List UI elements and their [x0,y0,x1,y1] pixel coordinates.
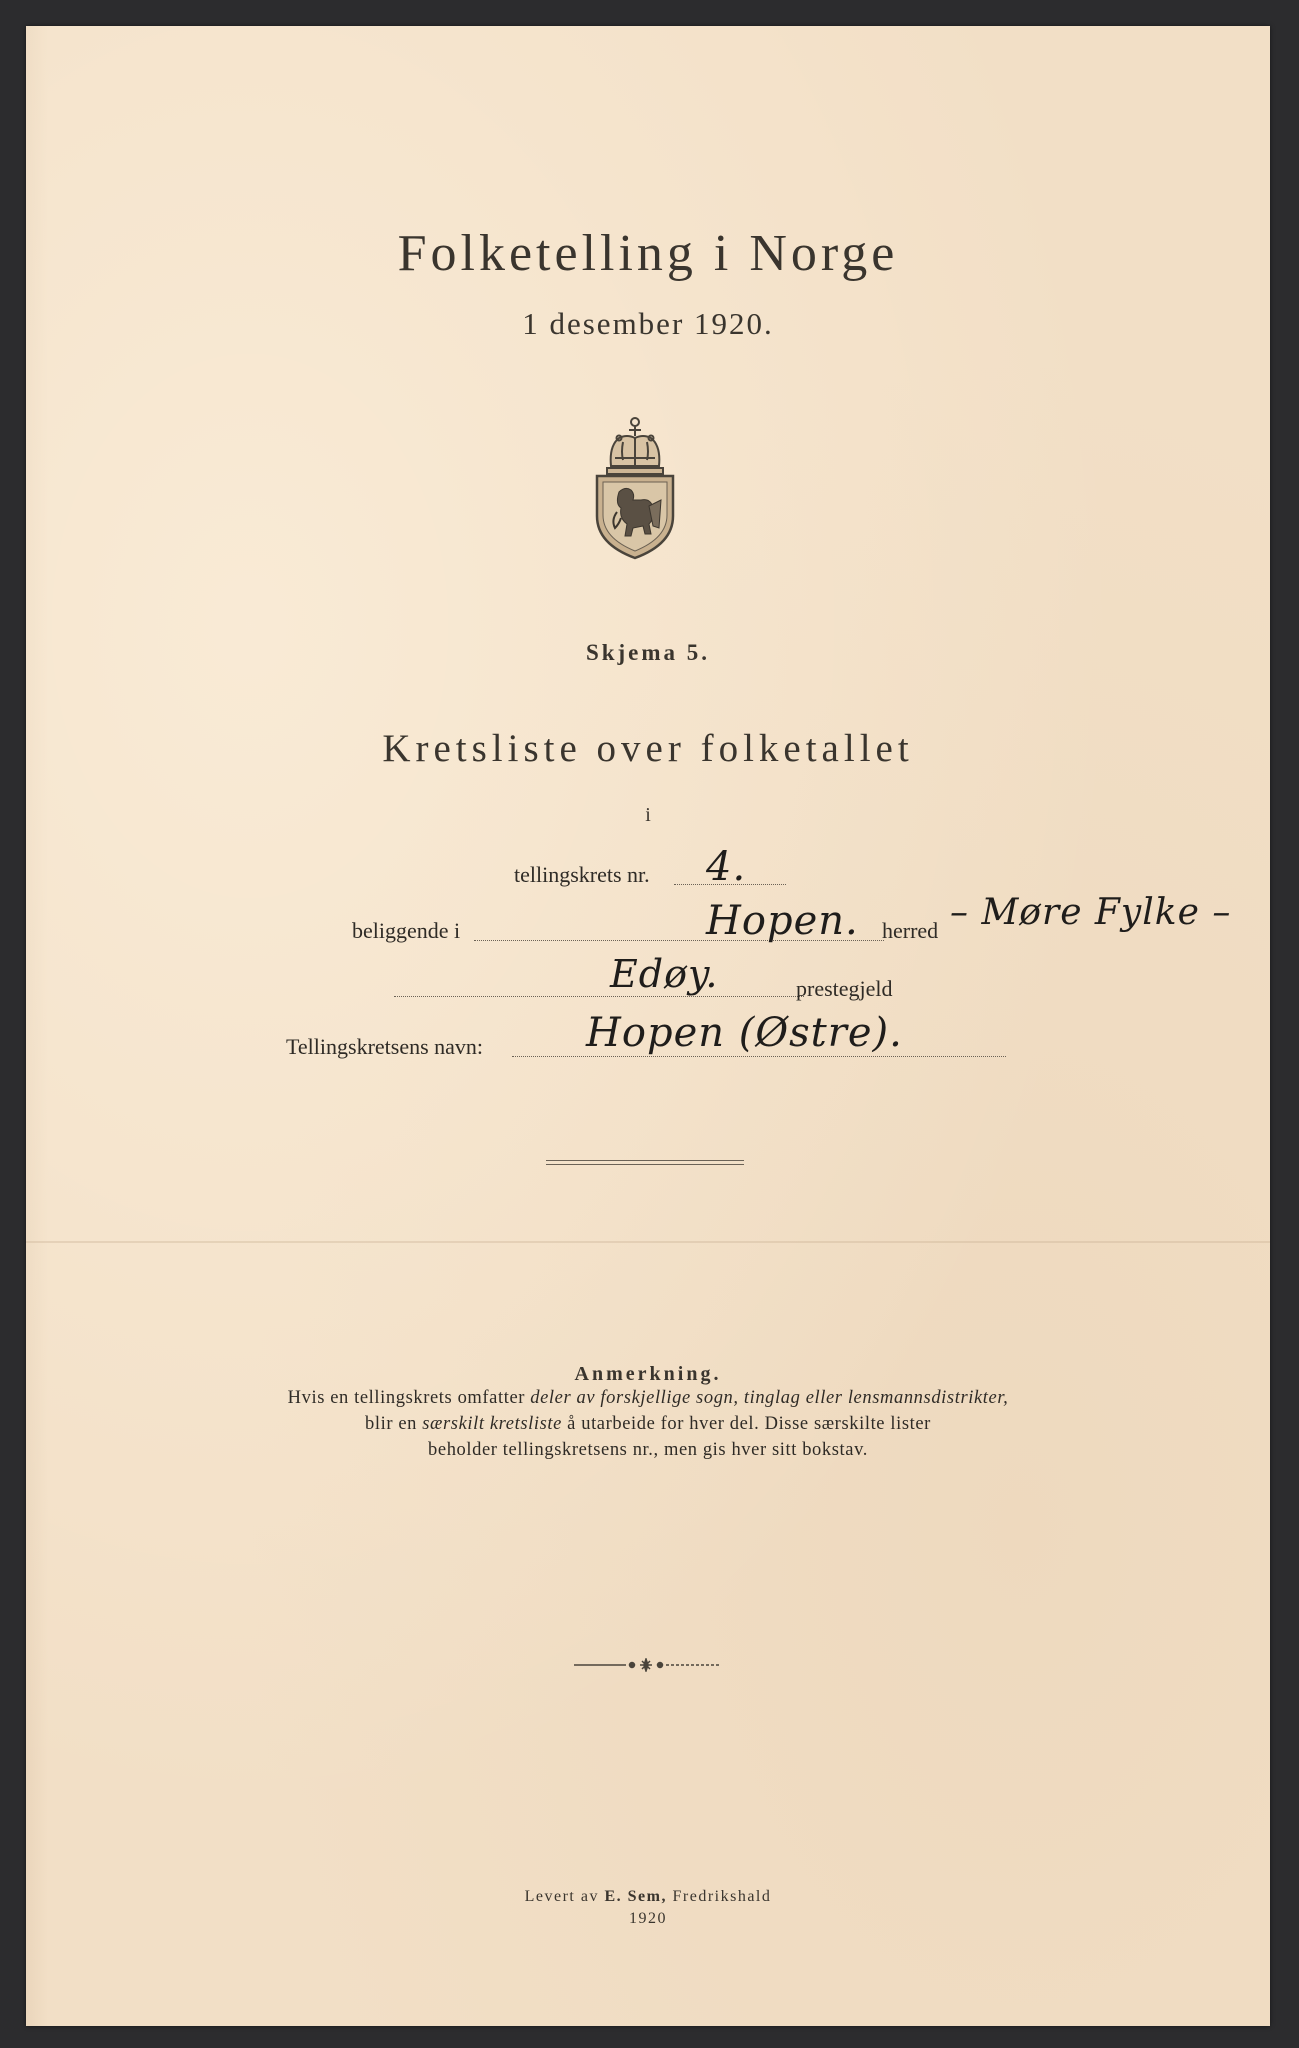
krets-name-value: Hopen (Østre). [586,1010,903,1056]
herred-label: herred [882,918,939,943]
note-line-1: Hvis en tellingskrets omfatter deler av forskjellige sogn, tinglag eller lensmannsdistrikter, [287,1388,1009,1408]
prestegjeld-value: Edøy. [610,952,719,996]
ornament-divider-icon [26,1658,1270,1672]
paper-fold-line [26,1241,1270,1243]
krets-name-line [512,1056,1006,1057]
prestegjeld-line [394,996,804,997]
divider-rule [546,1160,744,1165]
beliggende-value: Hopen. [706,898,859,944]
note-line-2: blir en særskilt kretsliste å utarbeide for hver del. Disse særskilte lister [365,1414,931,1434]
krets-number-value: 4. [706,844,747,890]
printer-line: Levert av E. Sem, Fredrikshald [524,1888,772,1905]
note-line-3: beholder tellingskretsens nr., men gis hver sitt bokstav. [428,1440,868,1460]
prestegjeld-label: prestegjeld [796,976,893,1001]
beliggende-label: beliggende i [352,918,461,943]
krets-name-label: Tellingskretsens navn: [286,1034,484,1059]
printer-year: 1920 [629,1910,667,1927]
census-date: 1 desember 1920. [522,306,774,341]
herred-extra-value: – Møre Fylke – [950,892,1232,933]
document-title: Folketelling i Norge [397,225,899,282]
norwegian-coat-of-arms-icon [589,408,681,560]
note-heading: Anmerkning. [574,1363,722,1385]
krets-number-label: tellingskrets nr. [514,862,650,887]
schema-number: Skjema 5. [585,640,711,665]
preposition-i: i [645,804,651,826]
census-form-sheet [26,26,1270,2026]
form-heading: Kretsliste over folketallet [382,727,914,770]
